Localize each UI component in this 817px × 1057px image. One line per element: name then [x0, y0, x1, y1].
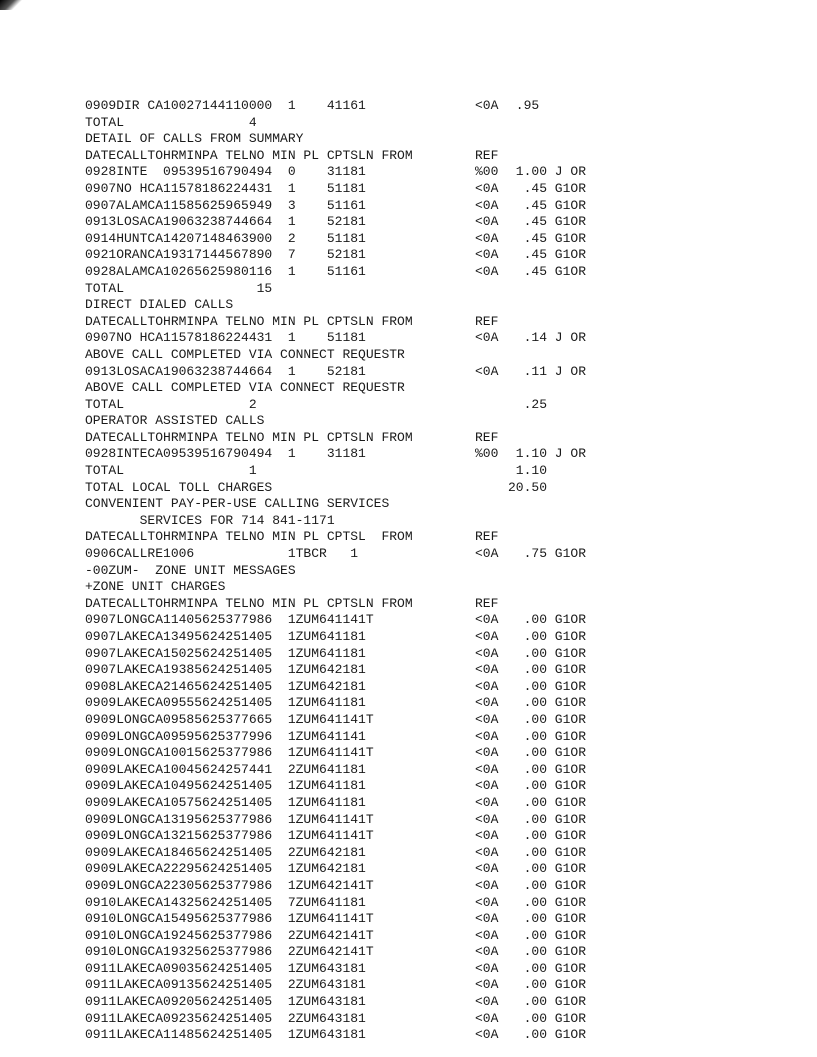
ref-code: <0A [475, 778, 499, 794]
line-text: 0928INTECA09539516790494 1 31181 [85, 446, 366, 462]
document-line [85, 314, 805, 331]
ref-code: <0A [475, 1027, 499, 1043]
charge-amount: .00 G1OR [508, 894, 587, 910]
line-text: 0909LAKECA09555624251405 1ZUM641181 [85, 695, 366, 711]
ref-code: <0A [475, 728, 499, 744]
line-text: 0913LOSACA19063238744664 1 52181 [85, 363, 366, 379]
charge-amount: .14 J OR [508, 330, 587, 346]
document-line [85, 496, 805, 513]
document-line [85, 944, 805, 961]
ref-code: <0A [475, 794, 499, 810]
charge-amount: .00 G1OR [508, 960, 587, 976]
line-text: DATECALLTOHRMINPA TELNO MIN PL CPTSLN FROM [85, 595, 413, 611]
document-line [85, 413, 805, 430]
document-line [85, 646, 805, 663]
charge-amount: .00 G1OR [508, 761, 587, 777]
ref-code: REF [475, 147, 499, 163]
document-line [85, 480, 805, 497]
ref-code: <0A [475, 927, 499, 943]
document-line [85, 330, 805, 347]
ref-code: <0A [475, 811, 499, 827]
document-line [85, 397, 805, 414]
line-text: 0909LAKECA18465624251405 2ZUM642181 [85, 844, 366, 860]
line-text: 0911LAKECA09135624251405 2ZUM643181 [85, 977, 366, 993]
line-text: 0909LONGCA13195625377986 1ZUM641141T [85, 811, 374, 827]
charge-amount: 1.10 [508, 463, 548, 479]
ref-code: <0A [475, 330, 499, 346]
billing-detail-listing [85, 98, 805, 1044]
charge-amount: .00 G1OR [508, 612, 587, 628]
line-text: 0907NO HCA11578186224431 1 51181 [85, 180, 366, 196]
charge-amount: .00 G1OR [508, 994, 587, 1010]
document-line [85, 247, 805, 264]
line-text: 0911LAKECA09205624251405 1ZUM643181 [85, 994, 366, 1010]
ref-code: <0A [475, 894, 499, 910]
document-line [85, 164, 805, 181]
line-text: DATECALLTOHRMINPA TELNO MIN PL CPTSLN FROM [85, 147, 413, 163]
document-line [85, 513, 805, 530]
charge-amount: .45 G1OR [508, 180, 587, 196]
ref-code: <0A [475, 678, 499, 694]
ref-code: REF [475, 529, 499, 545]
line-text: 0910LAKECA14325624251405 7ZUM641181 [85, 894, 366, 910]
ref-code: <0A [475, 877, 499, 893]
charge-amount: .00 G1OR [508, 695, 587, 711]
line-text: 0909LONGCA13215625377986 1ZUM641141T [85, 828, 374, 844]
charge-amount: .45 G1OR [508, 263, 587, 279]
ref-code: <0A [475, 695, 499, 711]
document-line [85, 231, 805, 248]
charge-amount: 1.10 J OR [508, 446, 587, 462]
ref-code: <0A [475, 612, 499, 628]
document-line [85, 115, 805, 132]
line-text: 0911LAKECA09235624251405 2ZUM643181 [85, 1010, 366, 1026]
ref-code: <0A [475, 960, 499, 976]
line-text: 0909LONGCA09595625377996 1ZUM641141 [85, 728, 366, 744]
charge-amount: .11 J OR [508, 363, 587, 379]
document-line [85, 679, 805, 696]
line-text: 0909DIR CA10027144110000 1 41161 [85, 98, 366, 113]
ref-code: REF [475, 313, 499, 329]
document-line [85, 845, 805, 862]
document-line [85, 662, 805, 679]
document-line [85, 778, 805, 795]
document-line [85, 546, 805, 563]
ref-code: REF [475, 595, 499, 611]
document-line [85, 596, 805, 613]
charge-amount: .45 G1OR [508, 247, 587, 263]
line-text: 0907ALAMCA11585625965949 3 51161 [85, 197, 366, 213]
document-line [85, 1027, 805, 1044]
line-text: 0909LONGCA22305625377986 1ZUM642141T [85, 877, 374, 893]
line-text: DATECALLTOHRMINPA TELNO MIN PL CPTSLN FROM [85, 313, 413, 329]
ref-code: %00 [475, 164, 499, 180]
line-text: 0907LONGCA11405625377986 1ZUM641141T [85, 612, 374, 628]
charge-amount: .45 G1OR [508, 214, 587, 230]
line-text: 0907NO HCA11578186224431 1 51181 [85, 330, 366, 346]
document-line [85, 928, 805, 945]
line-text: DATECALLTOHRMINPA TELNO MIN PL CPTSLN FROM [85, 429, 413, 445]
ref-code: <0A [475, 1010, 499, 1026]
charge-amount: .00 G1OR [508, 811, 587, 827]
document-line [85, 463, 805, 480]
document-line [85, 695, 805, 712]
ref-code: <0A [475, 645, 499, 661]
line-text: 0907LAKECA13495624251405 1ZUM641181 [85, 629, 366, 644]
charge-amount: .00 G1OR [508, 1010, 587, 1026]
line-text: CONVENIENT PAY-PER-USE CALLING SERVICES [85, 496, 390, 512]
line-text: 0928ALAMCA10265625980116 1 51161 [85, 263, 366, 279]
line-text: 0909LAKECA10045624257441 2ZUM641181 [85, 761, 366, 777]
ref-code: <0A [475, 363, 499, 379]
charge-amount: .00 G1OR [508, 977, 587, 993]
line-text: TOTAL 4 [85, 114, 257, 130]
document-line [85, 579, 805, 596]
charge-amount: .00 G1OR [508, 828, 587, 844]
ref-code: <0A [475, 944, 499, 960]
line-text: OPERATOR ASSISTED CALLS [85, 413, 265, 429]
charge-amount: .00 G1OR [508, 662, 587, 678]
document-line [85, 181, 805, 198]
charge-amount: .75 G1OR [508, 546, 587, 562]
line-text: TOTAL 15 [85, 280, 273, 296]
document-line [85, 795, 805, 812]
ref-code: <0A [475, 911, 499, 927]
document-line [85, 629, 805, 646]
line-text: DATECALLTOHRMINPA TELNO MIN PL CPTSL FROM [85, 529, 413, 545]
ref-code: <0A [475, 861, 499, 877]
charge-amount: .00 G1OR [508, 794, 587, 810]
document-line [85, 98, 805, 115]
document-line [85, 878, 805, 895]
document-line [85, 762, 805, 779]
charge-amount: 1.00 J OR [508, 164, 587, 180]
line-text: DETAIL OF CALLS FROM SUMMARY [85, 131, 304, 147]
ref-code: REF [475, 429, 499, 445]
line-text: 0914HUNTCA14207148463900 2 51181 [85, 230, 366, 246]
line-text: 0910LONGCA15495625377986 1ZUM641141T [85, 911, 374, 927]
document-line [85, 281, 805, 298]
charge-amount: .00 G1OR [508, 745, 587, 761]
line-text: 0909LAKECA22295624251405 1ZUM642181 [85, 861, 366, 877]
document-line [85, 812, 805, 829]
line-text: 0908LAKECA21465624251405 1ZUM642181 [85, 678, 366, 694]
document-line [85, 264, 805, 281]
document-line [85, 994, 805, 1011]
charge-amount: .00 G1OR [508, 911, 587, 927]
document-line [85, 380, 805, 397]
line-text: 0907LAKECA15025624251405 1ZUM641181 [85, 645, 366, 661]
document-line [85, 612, 805, 629]
charge-amount: .45 G1OR [508, 230, 587, 246]
charge-amount: .00 G1OR [508, 1027, 587, 1043]
ref-code: <0A [475, 761, 499, 777]
document-line [85, 446, 805, 463]
scan-corner-mark [0, 0, 22, 10]
document-line [85, 131, 805, 148]
charge-amount: .00 G1OR [508, 877, 587, 893]
charge-amount: .00 G1OR [508, 778, 587, 794]
ref-code: <0A [475, 828, 499, 844]
charge-amount: .00 G1OR [508, 711, 587, 727]
document-line [85, 895, 805, 912]
charge-amount: .45 G1OR [508, 197, 587, 213]
charge-amount: .00 G1OR [508, 678, 587, 694]
charge-amount: 20.50 [508, 479, 548, 495]
ref-code: <0A [475, 263, 499, 279]
ref-code: <0A [475, 98, 499, 113]
line-text: 0910LONGCA19325625377986 2ZUM642141T [85, 944, 374, 960]
line-text: 0928INTE 09539516790494 0 31181 [85, 164, 366, 180]
charge-amount: .00 G1OR [508, 645, 587, 661]
line-text: ABOVE CALL COMPLETED VIA CONNECT REQUESTR [85, 380, 405, 396]
line-text: SERVICES FOR 714 841-1171 [85, 512, 335, 528]
document-line [85, 563, 805, 580]
ref-code: <0A [475, 247, 499, 263]
line-text: 0911LAKECA09035624251405 1ZUM643181 [85, 960, 366, 976]
ref-code: <0A [475, 629, 499, 644]
ref-code: <0A [475, 844, 499, 860]
document-line [85, 148, 805, 165]
document-line [85, 961, 805, 978]
ref-code: <0A [475, 662, 499, 678]
document-line [85, 911, 805, 928]
ref-code: <0A [475, 994, 499, 1010]
document-line [85, 861, 805, 878]
line-text: 0911LAKECA11485624251405 1ZUM643181 [85, 1027, 366, 1043]
document-line [85, 729, 805, 746]
line-text: 0906CALLRE1006 1TBCR 1 [85, 546, 359, 562]
document-line [85, 529, 805, 546]
ref-code: <0A [475, 977, 499, 993]
charge-amount: .00 G1OR [508, 944, 587, 960]
ref-code: %00 [475, 446, 499, 462]
line-text: 0913LOSACA19063238744664 1 52181 [85, 214, 366, 230]
line-text: 0907LAKECA19385624251405 1ZUM642181 [85, 662, 366, 678]
charge-amount: .00 G1OR [508, 927, 587, 943]
line-text: TOTAL 2 [85, 396, 257, 412]
ref-code: <0A [475, 546, 499, 562]
ref-code: <0A [475, 230, 499, 246]
document-line [85, 297, 805, 314]
charge-amount: .00 G1OR [508, 728, 587, 744]
document-line [85, 214, 805, 231]
line-text: 0921ORANCA19317144567890 7 52181 [85, 247, 366, 263]
ref-code: <0A [475, 197, 499, 213]
line-text: 0909LAKECA10575624251405 1ZUM641181 [85, 794, 366, 810]
document-line [85, 198, 805, 215]
charge-amount: .00 G1OR [508, 861, 587, 877]
ref-code: <0A [475, 180, 499, 196]
document-line [85, 364, 805, 381]
charge-amount: .00 G1OR [508, 629, 587, 644]
document-line [85, 1011, 805, 1028]
line-text: 0909LONGCA10015625377986 1ZUM641141T [85, 745, 374, 761]
line-text: TOTAL 1 [85, 463, 257, 479]
line-text: -00ZUM- ZONE UNIT MESSAGES [85, 562, 296, 578]
line-text: ABOVE CALL COMPLETED VIA CONNECT REQUESTR [85, 346, 405, 362]
ref-code: <0A [475, 214, 499, 230]
line-text: 0909LAKECA10495624251405 1ZUM641181 [85, 778, 366, 794]
line-text: 0910LONGCA19245625377986 2ZUM642141T [85, 927, 374, 943]
line-text: 0909LONGCA09585625377665 1ZUM641141T [85, 711, 374, 727]
line-text: DIRECT DIALED CALLS [85, 297, 234, 313]
charge-amount: .25 [508, 396, 548, 412]
line-text: +ZONE UNIT CHARGES [85, 579, 226, 595]
document-line [85, 745, 805, 762]
document-line [85, 828, 805, 845]
charge-amount: .95 [508, 98, 540, 113]
document-line [85, 977, 805, 994]
document-line [85, 347, 805, 364]
line-text: TOTAL LOCAL TOLL CHARGES [85, 479, 273, 495]
document-line [85, 430, 805, 447]
charge-amount: .00 G1OR [508, 844, 587, 860]
document-line [85, 712, 805, 729]
ref-code: <0A [475, 745, 499, 761]
ref-code: <0A [475, 711, 499, 727]
